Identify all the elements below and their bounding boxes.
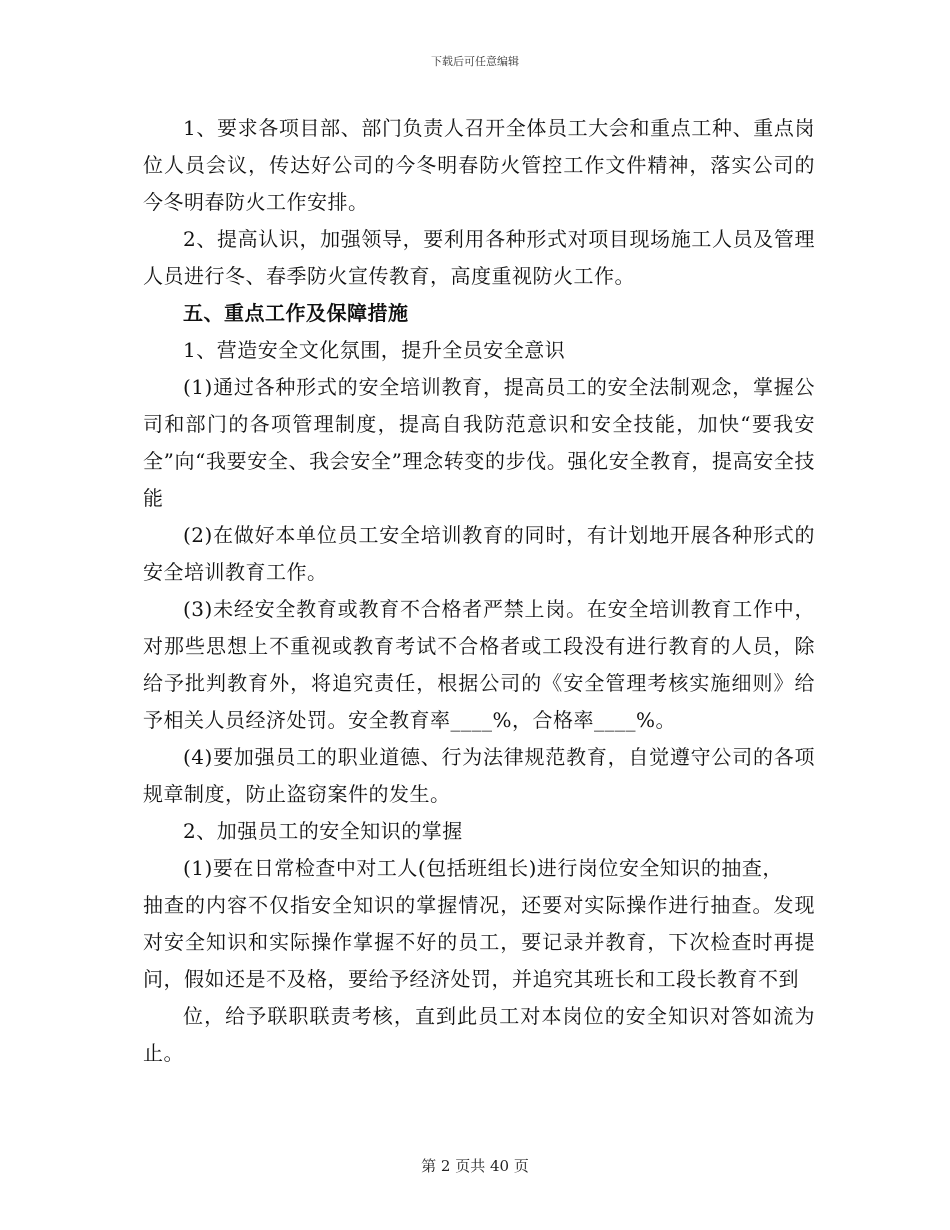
page-header: 下载后可任意编辑 xyxy=(431,55,519,68)
subheading-safety-culture: 1、营造安全文化氛围，提升全员安全意识 xyxy=(183,338,566,362)
paragraph-knowledge-closing: 位，给予联职联责考核，直到此员工对本岗位的安全知识对答如流为止。 xyxy=(143,1004,815,1065)
paragraph-item-2: (2)在做好本单位员工安全培训教育的同时，有计划地开展各种形式的安全培训教育工作。 xyxy=(143,523,815,584)
paragraph-knowledge-item-1: (1)要在日常检查中对工人(包括班组长)进行岗位安全知识的抽查， xyxy=(183,856,783,880)
document-body xyxy=(143,110,815,1072)
paragraph-item-4: (4)要加强员工的职业道德、行为法律规范教育，自觉遵守公司的各项规章制度，防止盗窃案件的发生。 xyxy=(143,745,815,806)
paragraph-awareness: 2、提高认识，加强领导，要利用各种形式对项目现场施工人员及管理人员进行冬、春季防火宣传教育，高度重视防火工作。 xyxy=(143,227,815,288)
paragraph-knowledge-continued: 抽查的内容不仅指安全知识的掌握情况，还要对实际操作进行抽查。发现对安全知识和实际操作掌握不好的员工，要记录并教育，下次检查时再提问，假如还是不及格，要给予经济处罚，并追究其班长和工段长教育不到 xyxy=(143,893,815,991)
section-heading: 五、重点工作及保障措施 xyxy=(183,301,409,325)
page-number: 第 2 页共 40 页 xyxy=(421,1157,529,1175)
paragraph-item-3: (3)未经安全教育或教育不合格者严禁上岗。在安全培训教育工作中，对那些思想上不重视或教育考试不合格者或工段没有进行教育的人员，除给予批判教育外，将追究责任，根据公司的《安全管理考核实施细则》给予相关人员经济处罚。安全教育率____%，合格率____%。 xyxy=(143,597,815,732)
paragraph-item-1: (1)通过各种形式的安全培训教育，提高员工的安全法制观念，掌握公司和部门的各项管理制度，提高自我防范意识和安全技能，加快“要我安全”向“我要安全、我会安全”理念转变的步伐。强化安全教育，提高安全技能 xyxy=(143,375,815,510)
paragraph-meeting: 1、要求各项目部、部门负责人召开全体员工大会和重点工种、重点岗位人员会议，传达好公司的今冬明春防火管控工作文件精神，落实公司的今冬明春防火工作安排。 xyxy=(143,116,815,214)
subheading-safety-knowledge: 2、加强员工的安全知识的掌握 xyxy=(183,819,463,843)
